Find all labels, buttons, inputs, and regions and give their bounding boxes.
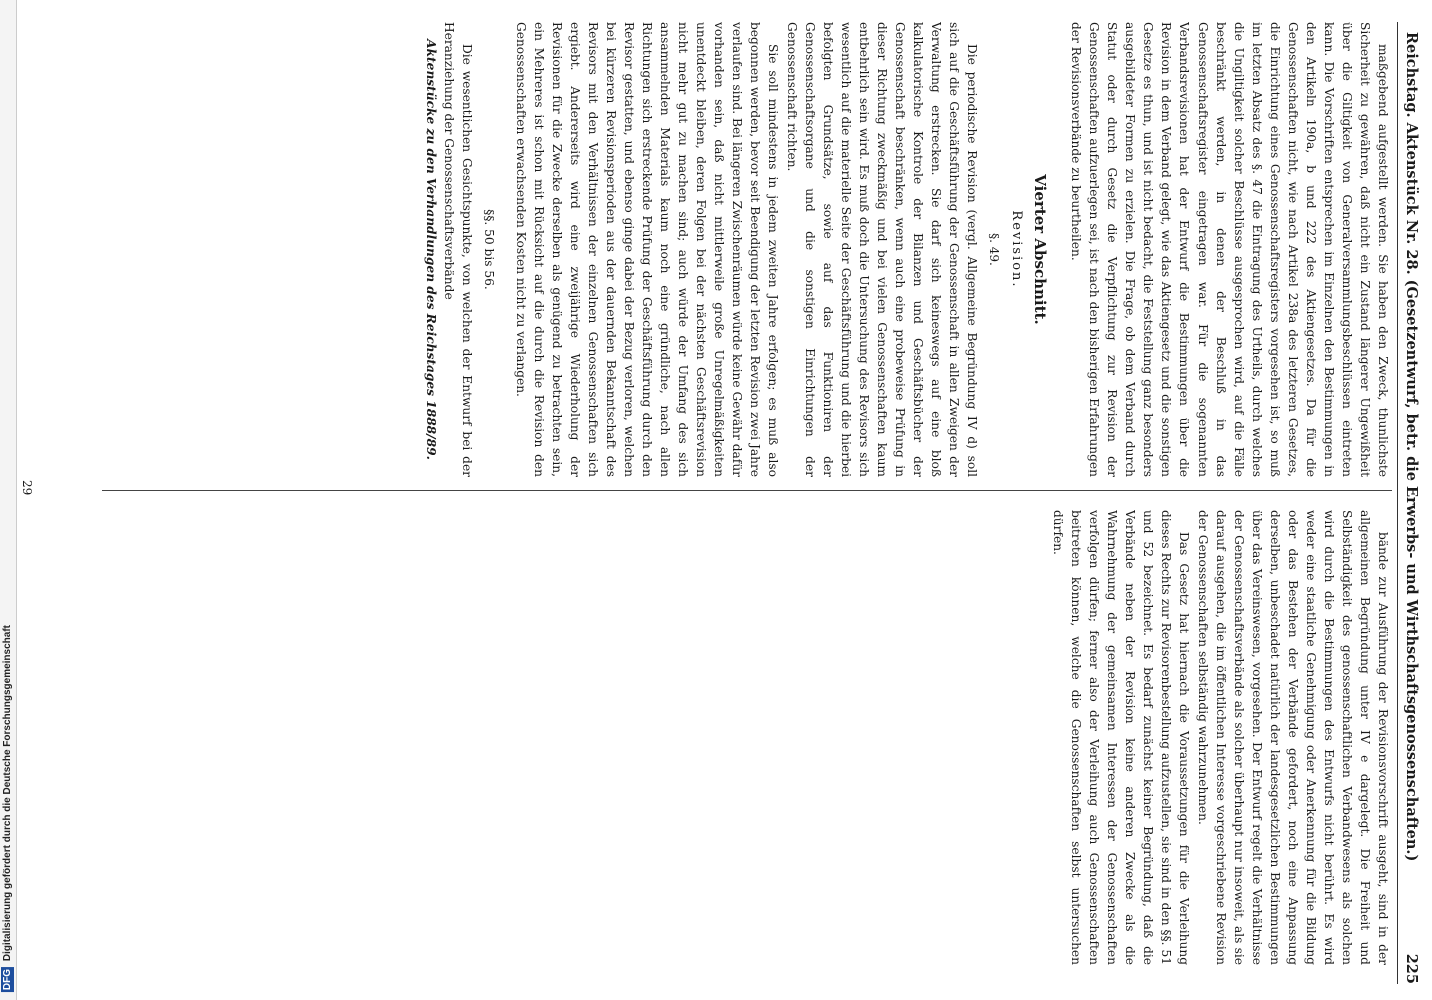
dfg-logo-icon: DFG: [2, 968, 13, 990]
running-title: Reichstag. Aktenstück Nr. 28. (Gesetzentwurf, betr. die Erwerbs- und Wirthschaftsgenossenschaften.): [1403, 32, 1420, 862]
page-number: 225: [1403, 953, 1420, 984]
body-paragraph: Die periodische Revision (vergl. Allgemeine Begründung IV d) soll sich auf die Geschäftsführung der Genossenschaft in allen Zweigen der Verwaltung erstrecken. Sie darf sich keineswegs auf eine bloß kalkulatorische Kontrole der Bilanzen und Geschäftsbücher der Genossenschaft beschränken, wenn auch eine probeweise Prüfung in dieser Richtung zweckmäßig und bei vielen Genossenschaften kaum entbehrlich sein wird. Es muß doch die Untersuchung des Revisors sich wesentlich auf die materielle Seite der Geschäftsführung und die hierbei befolgten Grundsätze, sowie auf das Funktioniren der Genossenschaftsorgane und die sonstigen Einrichtungen der Genossenschaft richten.: [784, 22, 980, 477]
body-paragraph: bände zur Ausführung der Revisionsvorschrift ausgeht, sind in der allgemeinen Begründung unter IV e dargelegt. Die Freiheit und Selbständigkeit des genossenschaftlichen Verbandwesens als solchen wird durch die Bestimmungen des Entwurfs nicht berührt. Es wird weder eine staatliche Genehmigung oder Anerkennung für die Bildung oder das Bestehen der Verbände gefordert, noch eine Anpassung derselben, unbeschadet natürlich der landesgesetzlichen Bestimmungen über das Vereinswesen, vorgesehen. Der Entwurf regelt die Verhältnisse der Genossenschaftsverbände als solcher überhaupt nur insoweit, als sie darauf ausgehen, die im öffentlichen Interesse vorgeschriebene Revision der Genossenschaften selbständig wahrzunehmen.: [1195, 510, 1390, 965]
page-header: [1397, 22, 1424, 984]
body-paragraph: Das Gesetz hat hiernach die Voraussetzungen für die Verleihung dieses Rechts zur Revisorenbestellung aufzustellen, sie sind in den §§. 51 und 52 bezeichnet. Es bedarf zunächst keiner Begründung, daß die Verbände neben der Revision keine anderen Zwecke als die Wahrnehmung der gemeinsamen Interessen der Genossenschaften verfolgen dürfen; ferner also der Verleihung auch Genossenschaften beitreten können, welche die Genossenschaften selbst untersuchen dürfen.: [1051, 510, 1192, 965]
left-column: [12, 22, 1392, 477]
folio-number: 29: [20, 480, 34, 496]
right-column: [642, 510, 1392, 965]
column-divider: [102, 490, 1392, 491]
paragraph-range: §§. 50 bis 56.: [481, 209, 496, 290]
document-footer-line: Aktenstücke zu den Verhandlungen des Reichstages 1888/89.: [423, 39, 438, 460]
right-column-text: [642, 510, 1392, 965]
left-column-text: [12, 22, 1392, 477]
intro-paragraph: maßgebend aufgestellt werden. Sie haben den Zweck, thunlichste Sicherheit zu gewähren, daß nicht ein Zustand längerer Ungewißheit über die Giltigkeit von Generalversammlungsbeschlüssen eintreten kann. Die Vorschriften entsprechen im Einzelnen den Bestimmungen in den Artikeln 190a, b und 222 des Aktiengesetzes. Da für die Genossenschaften nicht, wie nach Artikel 238a des letzteren Gesetzes, die Einrichtung eines Genossenschaftsregisters vorgesehen ist, so muß im letzten Absatz des §. 47 die Eintragung des Urtheils, durch welches die Ungiltigkeit solcher Beschlüsse ausgesprochen wird, auf die Fälle beschränkt werden, in denen der Beschluß in das Genossenschaftsregister eingetragen war. Für die sogenannten Verbandsrevisionen hat der Entwurf die Bestimmungen über die Revision in dem Verband gelegt, wie das Aktiengesetz und die sonstigen Gesetze es thun, und ist nicht bedacht, die Feststellung ganz besonders ausgebildeter Formen zu erzielen. Die Frage, ob dem Verband durch Statut oder durch Gesetz die Verpflichtung zur Revision der Genossenschaften aufzuerlegen sei, ist nach den bisherigen Erfahrungen der Revisionsverbände zu beurtheilen.: [1069, 22, 1390, 477]
section-heading: Vierter Abschnitt.: [1031, 174, 1050, 325]
digitization-sidebar: [0, 0, 17, 1000]
credit-text: Digitalisierung gefördert durch die Deutsche Forschungsgemeinschaft: [2, 624, 13, 962]
body-paragraph: Sie soll mindestens in jedem zweiten Jahre erfolgen; es muß also begonnen werden, bevor seit Beendigung der letzten Revision zwei Jahre verlaufen sind. Bei längeren Zwischenräumen würde keine Gewähr dafür vorhanden sein, daß nicht mittlerweile große Unregelmäßigkeiten unentdeckt bleiben, deren Folgen bei der nächsten Geschäftsrevision nicht mehr gut zu machen sind; auch würde der Umfang des sich ansammelnden Materials kaum noch eine gründliche, nach allen Richtungen sich erstreckende Prüfung der Geschäftsführung durch den Revisor gestatten, und ebenso ginge dabei der Bezug verloren, welchen bei kürzeren Revisionsperioden aus der dauernden Bekanntschaft des Revisors mit den Verhältnissen der einzelnen Genossenschaften sich ergiebt. Andererseits wird eine zweijährige Wiederholung der Revisionen für die Zwecke derselben als genügend zu betrachten sein, ein Mehreres ist schon mit Rücksicht auf die durch die Revision den Genossenschaften erwachsenden Kosten nicht zu verlangen.: [513, 22, 781, 477]
digitization-credit: [2, 625, 13, 992]
closing-paragraph: Die wesentlichen Gesichtspunkte, von welchen der Entwurf bei der Heranziehung der Genossenschaftsverbände: [441, 22, 474, 477]
paragraph-number: §. 49.: [987, 233, 1002, 266]
section-subheading: Revision.: [1009, 210, 1025, 289]
